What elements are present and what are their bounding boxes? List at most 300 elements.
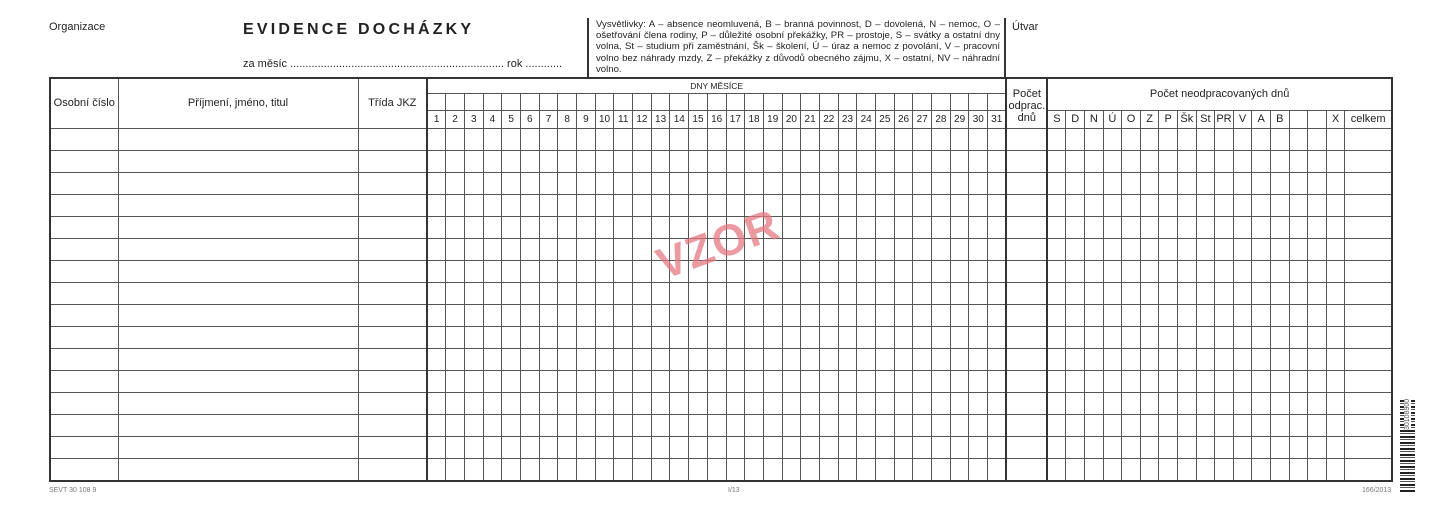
- day-cell[interactable]: [520, 370, 539, 392]
- day-cell[interactable]: [633, 436, 652, 458]
- day-cell[interactable]: [427, 348, 446, 370]
- not-worked-cell[interactable]: [1196, 216, 1215, 238]
- not-worked-cell[interactable]: [1066, 326, 1085, 348]
- day-cell[interactable]: [763, 326, 782, 348]
- day-cell[interactable]: [446, 370, 465, 392]
- worked-cell[interactable]: [1006, 238, 1047, 260]
- day-cell[interactable]: [913, 282, 932, 304]
- day-cell[interactable]: [876, 150, 895, 172]
- name-cell[interactable]: [118, 282, 358, 304]
- day-cell[interactable]: [483, 304, 502, 326]
- not-worked-cell[interactable]: [1270, 326, 1289, 348]
- day-cell[interactable]: [707, 458, 726, 481]
- not-worked-cell[interactable]: [1122, 414, 1141, 436]
- day-cell[interactable]: [819, 282, 838, 304]
- day-cell[interactable]: [539, 348, 558, 370]
- not-worked-cell[interactable]: [1122, 238, 1141, 260]
- day-cell[interactable]: [707, 326, 726, 348]
- name-cell[interactable]: [118, 436, 358, 458]
- day-cell[interactable]: [689, 194, 708, 216]
- day-cell[interactable]: [876, 458, 895, 481]
- not-worked-cell[interactable]: [1140, 458, 1159, 481]
- day-cell[interactable]: [446, 194, 465, 216]
- day-cell[interactable]: [857, 458, 876, 481]
- day-cell[interactable]: [670, 458, 689, 481]
- day-cell[interactable]: [745, 326, 764, 348]
- day-cell[interactable]: [577, 260, 596, 282]
- not-worked-cell[interactable]: [1233, 238, 1252, 260]
- day-cell[interactable]: [838, 458, 857, 481]
- day-cell[interactable]: [988, 260, 1007, 282]
- not-worked-cell[interactable]: [1233, 260, 1252, 282]
- not-worked-cell[interactable]: [1270, 348, 1289, 370]
- day-cell[interactable]: [726, 458, 745, 481]
- day-cell[interactable]: [838, 216, 857, 238]
- day-cell[interactable]: [745, 282, 764, 304]
- day-cell[interactable]: [670, 414, 689, 436]
- day-cell[interactable]: [988, 370, 1007, 392]
- personal-number-cell[interactable]: [50, 304, 118, 326]
- day-cell[interactable]: [520, 282, 539, 304]
- not-worked-cell[interactable]: [1270, 150, 1289, 172]
- not-worked-cell[interactable]: [1289, 172, 1308, 194]
- day-cell[interactable]: [539, 370, 558, 392]
- not-worked-cell[interactable]: [1122, 370, 1141, 392]
- day-cell[interactable]: [894, 392, 913, 414]
- not-worked-cell[interactable]: [1196, 458, 1215, 481]
- day-cell[interactable]: [801, 326, 820, 348]
- day-cell[interactable]: [577, 238, 596, 260]
- not-worked-cell[interactable]: [1159, 216, 1178, 238]
- day-cell[interactable]: [427, 128, 446, 150]
- day-cell[interactable]: [633, 414, 652, 436]
- day-cell[interactable]: [801, 260, 820, 282]
- day-cell[interactable]: [558, 304, 577, 326]
- day-cell[interactable]: [651, 370, 670, 392]
- not-worked-cell[interactable]: [1345, 194, 1392, 216]
- not-worked-cell[interactable]: [1326, 304, 1345, 326]
- worked-cell[interactable]: [1006, 348, 1047, 370]
- day-cell[interactable]: [838, 326, 857, 348]
- day-cell[interactable]: [745, 436, 764, 458]
- day-cell[interactable]: [894, 282, 913, 304]
- day-cell[interactable]: [558, 414, 577, 436]
- not-worked-cell[interactable]: [1215, 392, 1234, 414]
- not-worked-cell[interactable]: [1047, 172, 1066, 194]
- not-worked-cell[interactable]: [1270, 128, 1289, 150]
- not-worked-cell[interactable]: [1122, 436, 1141, 458]
- day-cell[interactable]: [651, 436, 670, 458]
- not-worked-cell[interactable]: [1047, 392, 1066, 414]
- not-worked-cell[interactable]: [1233, 282, 1252, 304]
- not-worked-cell[interactable]: [1196, 348, 1215, 370]
- not-worked-cell[interactable]: [1140, 392, 1159, 414]
- not-worked-cell[interactable]: [1215, 216, 1234, 238]
- day-cell[interactable]: [614, 150, 633, 172]
- not-worked-cell[interactable]: [1289, 348, 1308, 370]
- not-worked-cell[interactable]: [1140, 348, 1159, 370]
- day-cell[interactable]: [969, 326, 988, 348]
- not-worked-cell[interactable]: [1177, 194, 1196, 216]
- day-cell[interactable]: [577, 304, 596, 326]
- day-cell[interactable]: [427, 194, 446, 216]
- not-worked-cell[interactable]: [1326, 348, 1345, 370]
- day-cell[interactable]: [483, 216, 502, 238]
- not-worked-cell[interactable]: [1270, 458, 1289, 481]
- day-cell[interactable]: [950, 216, 969, 238]
- day-cell[interactable]: [464, 304, 483, 326]
- day-cell[interactable]: [520, 238, 539, 260]
- day-cell[interactable]: [950, 348, 969, 370]
- not-worked-cell[interactable]: [1233, 458, 1252, 481]
- not-worked-cell[interactable]: [1233, 172, 1252, 194]
- not-worked-cell[interactable]: [1233, 326, 1252, 348]
- not-worked-cell[interactable]: [1289, 370, 1308, 392]
- day-cell[interactable]: [782, 304, 801, 326]
- day-cell[interactable]: [670, 150, 689, 172]
- not-worked-cell[interactable]: [1103, 326, 1122, 348]
- day-cell[interactable]: [427, 326, 446, 348]
- day-cell[interactable]: [763, 414, 782, 436]
- class-cell[interactable]: [358, 172, 427, 194]
- not-worked-cell[interactable]: [1066, 260, 1085, 282]
- day-cell[interactable]: [819, 172, 838, 194]
- not-worked-cell[interactable]: [1233, 128, 1252, 150]
- not-worked-cell[interactable]: [1159, 304, 1178, 326]
- day-cell[interactable]: [464, 260, 483, 282]
- not-worked-cell[interactable]: [1122, 458, 1141, 481]
- day-cell[interactable]: [876, 216, 895, 238]
- day-cell[interactable]: [595, 458, 614, 481]
- not-worked-cell[interactable]: [1140, 304, 1159, 326]
- class-cell[interactable]: [358, 392, 427, 414]
- day-cell[interactable]: [539, 150, 558, 172]
- not-worked-cell[interactable]: [1289, 128, 1308, 150]
- day-cell[interactable]: [726, 282, 745, 304]
- personal-number-cell[interactable]: [50, 238, 118, 260]
- not-worked-cell[interactable]: [1308, 282, 1327, 304]
- not-worked-cell[interactable]: [1177, 414, 1196, 436]
- day-cell[interactable]: [651, 150, 670, 172]
- worked-cell[interactable]: [1006, 392, 1047, 414]
- not-worked-cell[interactable]: [1308, 150, 1327, 172]
- day-cell[interactable]: [614, 304, 633, 326]
- day-cell[interactable]: [464, 436, 483, 458]
- day-cell[interactable]: [913, 436, 932, 458]
- day-cell[interactable]: [539, 458, 558, 481]
- day-cell[interactable]: [651, 128, 670, 150]
- class-cell[interactable]: [358, 436, 427, 458]
- personal-number-cell[interactable]: [50, 348, 118, 370]
- day-cell[interactable]: [633, 150, 652, 172]
- day-cell[interactable]: [763, 392, 782, 414]
- not-worked-cell[interactable]: [1233, 436, 1252, 458]
- day-cell[interactable]: [577, 458, 596, 481]
- day-cell[interactable]: [726, 414, 745, 436]
- day-cell[interactable]: [988, 414, 1007, 436]
- day-cell[interactable]: [838, 370, 857, 392]
- not-worked-cell[interactable]: [1177, 216, 1196, 238]
- day-cell[interactable]: [633, 238, 652, 260]
- not-worked-cell[interactable]: [1159, 392, 1178, 414]
- not-worked-cell[interactable]: [1066, 304, 1085, 326]
- day-cell[interactable]: [539, 326, 558, 348]
- day-cell[interactable]: [595, 392, 614, 414]
- day-cell[interactable]: [819, 260, 838, 282]
- day-cell[interactable]: [819, 436, 838, 458]
- day-cell[interactable]: [819, 194, 838, 216]
- day-cell[interactable]: [745, 414, 764, 436]
- day-cell[interactable]: [539, 304, 558, 326]
- day-cell[interactable]: [857, 194, 876, 216]
- not-worked-cell[interactable]: [1270, 194, 1289, 216]
- not-worked-cell[interactable]: [1196, 326, 1215, 348]
- day-cell[interactable]: [726, 436, 745, 458]
- not-worked-cell[interactable]: [1066, 216, 1085, 238]
- not-worked-cell[interactable]: [1085, 392, 1104, 414]
- day-cell[interactable]: [932, 128, 951, 150]
- name-cell[interactable]: [118, 172, 358, 194]
- not-worked-cell[interactable]: [1085, 260, 1104, 282]
- day-cell[interactable]: [427, 304, 446, 326]
- day-cell[interactable]: [483, 260, 502, 282]
- not-worked-cell[interactable]: [1270, 304, 1289, 326]
- day-cell[interactable]: [950, 238, 969, 260]
- not-worked-cell[interactable]: [1326, 436, 1345, 458]
- not-worked-cell[interactable]: [1047, 128, 1066, 150]
- day-cell[interactable]: [577, 216, 596, 238]
- day-cell[interactable]: [932, 216, 951, 238]
- name-cell[interactable]: [118, 348, 358, 370]
- not-worked-cell[interactable]: [1215, 128, 1234, 150]
- day-cell[interactable]: [969, 458, 988, 481]
- not-worked-cell[interactable]: [1345, 414, 1392, 436]
- day-cell[interactable]: [539, 172, 558, 194]
- day-cell[interactable]: [464, 326, 483, 348]
- day-cell[interactable]: [782, 326, 801, 348]
- day-cell[interactable]: [707, 194, 726, 216]
- class-cell[interactable]: [358, 238, 427, 260]
- not-worked-cell[interactable]: [1270, 216, 1289, 238]
- not-worked-cell[interactable]: [1308, 458, 1327, 481]
- day-cell[interactable]: [464, 414, 483, 436]
- day-cell[interactable]: [782, 370, 801, 392]
- day-cell[interactable]: [446, 172, 465, 194]
- day-cell[interactable]: [969, 150, 988, 172]
- day-cell[interactable]: [633, 128, 652, 150]
- not-worked-cell[interactable]: [1122, 392, 1141, 414]
- day-cell[interactable]: [745, 370, 764, 392]
- not-worked-cell[interactable]: [1215, 326, 1234, 348]
- day-cell[interactable]: [595, 326, 614, 348]
- personal-number-cell[interactable]: [50, 458, 118, 481]
- day-cell[interactable]: [707, 414, 726, 436]
- day-cell[interactable]: [689, 150, 708, 172]
- day-cell[interactable]: [633, 304, 652, 326]
- not-worked-cell[interactable]: [1233, 414, 1252, 436]
- not-worked-cell[interactable]: [1215, 172, 1234, 194]
- not-worked-cell[interactable]: [1177, 238, 1196, 260]
- worked-cell[interactable]: [1006, 458, 1047, 481]
- day-cell[interactable]: [502, 304, 521, 326]
- not-worked-cell[interactable]: [1103, 260, 1122, 282]
- day-cell[interactable]: [876, 370, 895, 392]
- day-cell[interactable]: [502, 282, 521, 304]
- day-cell[interactable]: [801, 458, 820, 481]
- not-worked-cell[interactable]: [1122, 282, 1141, 304]
- not-worked-cell[interactable]: [1270, 436, 1289, 458]
- day-cell[interactable]: [726, 326, 745, 348]
- day-cell[interactable]: [838, 194, 857, 216]
- day-cell[interactable]: [745, 172, 764, 194]
- day-cell[interactable]: [969, 414, 988, 436]
- day-cell[interactable]: [520, 392, 539, 414]
- day-cell[interactable]: [446, 304, 465, 326]
- not-worked-cell[interactable]: [1066, 436, 1085, 458]
- day-cell[interactable]: [726, 150, 745, 172]
- day-cell[interactable]: [801, 282, 820, 304]
- day-cell[interactable]: [857, 348, 876, 370]
- day-cell[interactable]: [838, 282, 857, 304]
- not-worked-cell[interactable]: [1159, 458, 1178, 481]
- not-worked-cell[interactable]: [1122, 150, 1141, 172]
- not-worked-cell[interactable]: [1215, 260, 1234, 282]
- not-worked-cell[interactable]: [1085, 304, 1104, 326]
- day-cell[interactable]: [932, 150, 951, 172]
- day-cell[interactable]: [838, 238, 857, 260]
- day-cell[interactable]: [857, 216, 876, 238]
- not-worked-cell[interactable]: [1140, 172, 1159, 194]
- day-cell[interactable]: [819, 326, 838, 348]
- day-cell[interactable]: [520, 414, 539, 436]
- day-cell[interactable]: [651, 326, 670, 348]
- day-cell[interactable]: [483, 392, 502, 414]
- not-worked-cell[interactable]: [1308, 436, 1327, 458]
- day-cell[interactable]: [988, 282, 1007, 304]
- day-cell[interactable]: [707, 172, 726, 194]
- day-cell[interactable]: [689, 172, 708, 194]
- day-cell[interactable]: [876, 238, 895, 260]
- day-cell[interactable]: [707, 282, 726, 304]
- day-cell[interactable]: [782, 216, 801, 238]
- not-worked-cell[interactable]: [1122, 128, 1141, 150]
- not-worked-cell[interactable]: [1345, 238, 1392, 260]
- not-worked-cell[interactable]: [1047, 304, 1066, 326]
- day-cell[interactable]: [520, 304, 539, 326]
- day-cell[interactable]: [969, 172, 988, 194]
- day-cell[interactable]: [707, 150, 726, 172]
- not-worked-cell[interactable]: [1215, 304, 1234, 326]
- day-cell[interactable]: [427, 260, 446, 282]
- day-cell[interactable]: [595, 260, 614, 282]
- class-cell[interactable]: [358, 326, 427, 348]
- day-cell[interactable]: [689, 348, 708, 370]
- not-worked-cell[interactable]: [1252, 238, 1271, 260]
- day-cell[interactable]: [913, 304, 932, 326]
- day-cell[interactable]: [520, 194, 539, 216]
- day-cell[interactable]: [633, 260, 652, 282]
- day-cell[interactable]: [969, 304, 988, 326]
- name-cell[interactable]: [118, 194, 358, 216]
- day-cell[interactable]: [819, 414, 838, 436]
- personal-number-cell[interactable]: [50, 282, 118, 304]
- day-cell[interactable]: [707, 128, 726, 150]
- day-cell[interactable]: [950, 326, 969, 348]
- day-cell[interactable]: [950, 172, 969, 194]
- day-cell[interactable]: [520, 436, 539, 458]
- not-worked-cell[interactable]: [1140, 194, 1159, 216]
- day-cell[interactable]: [670, 370, 689, 392]
- day-cell[interactable]: [483, 128, 502, 150]
- day-cell[interactable]: [502, 172, 521, 194]
- day-cell[interactable]: [483, 282, 502, 304]
- day-cell[interactable]: [464, 216, 483, 238]
- day-cell[interactable]: [894, 304, 913, 326]
- not-worked-cell[interactable]: [1177, 260, 1196, 282]
- day-cell[interactable]: [427, 436, 446, 458]
- not-worked-cell[interactable]: [1308, 326, 1327, 348]
- not-worked-cell[interactable]: [1196, 238, 1215, 260]
- day-cell[interactable]: [782, 150, 801, 172]
- day-cell[interactable]: [464, 392, 483, 414]
- day-cell[interactable]: [464, 348, 483, 370]
- day-cell[interactable]: [633, 194, 652, 216]
- not-worked-cell[interactable]: [1047, 150, 1066, 172]
- day-cell[interactable]: [763, 436, 782, 458]
- day-cell[interactable]: [782, 282, 801, 304]
- not-worked-cell[interactable]: [1159, 348, 1178, 370]
- not-worked-cell[interactable]: [1177, 326, 1196, 348]
- day-cell[interactable]: [988, 238, 1007, 260]
- not-worked-cell[interactable]: [1085, 216, 1104, 238]
- not-worked-cell[interactable]: [1140, 150, 1159, 172]
- day-cell[interactable]: [988, 304, 1007, 326]
- day-cell[interactable]: [763, 370, 782, 392]
- not-worked-cell[interactable]: [1270, 238, 1289, 260]
- day-cell[interactable]: [595, 436, 614, 458]
- name-cell[interactable]: [118, 458, 358, 481]
- day-cell[interactable]: [614, 414, 633, 436]
- day-cell[interactable]: [633, 326, 652, 348]
- not-worked-cell[interactable]: [1066, 414, 1085, 436]
- day-cell[interactable]: [558, 216, 577, 238]
- not-worked-cell[interactable]: [1159, 370, 1178, 392]
- not-worked-cell[interactable]: [1289, 216, 1308, 238]
- day-cell[interactable]: [577, 348, 596, 370]
- day-cell[interactable]: [614, 370, 633, 392]
- not-worked-cell[interactable]: [1066, 128, 1085, 150]
- not-worked-cell[interactable]: [1252, 392, 1271, 414]
- day-cell[interactable]: [502, 414, 521, 436]
- day-cell[interactable]: [670, 436, 689, 458]
- not-worked-cell[interactable]: [1103, 370, 1122, 392]
- day-cell[interactable]: [483, 436, 502, 458]
- not-worked-cell[interactable]: [1345, 216, 1392, 238]
- not-worked-cell[interactable]: [1159, 238, 1178, 260]
- not-worked-cell[interactable]: [1085, 414, 1104, 436]
- not-worked-cell[interactable]: [1345, 260, 1392, 282]
- day-cell[interactable]: [726, 128, 745, 150]
- personal-number-cell[interactable]: [50, 392, 118, 414]
- not-worked-cell[interactable]: [1177, 172, 1196, 194]
- class-cell[interactable]: [358, 260, 427, 282]
- day-cell[interactable]: [558, 370, 577, 392]
- day-cell[interactable]: [446, 260, 465, 282]
- not-worked-cell[interactable]: [1326, 150, 1345, 172]
- day-cell[interactable]: [801, 304, 820, 326]
- day-cell[interactable]: [913, 260, 932, 282]
- day-cell[interactable]: [988, 150, 1007, 172]
